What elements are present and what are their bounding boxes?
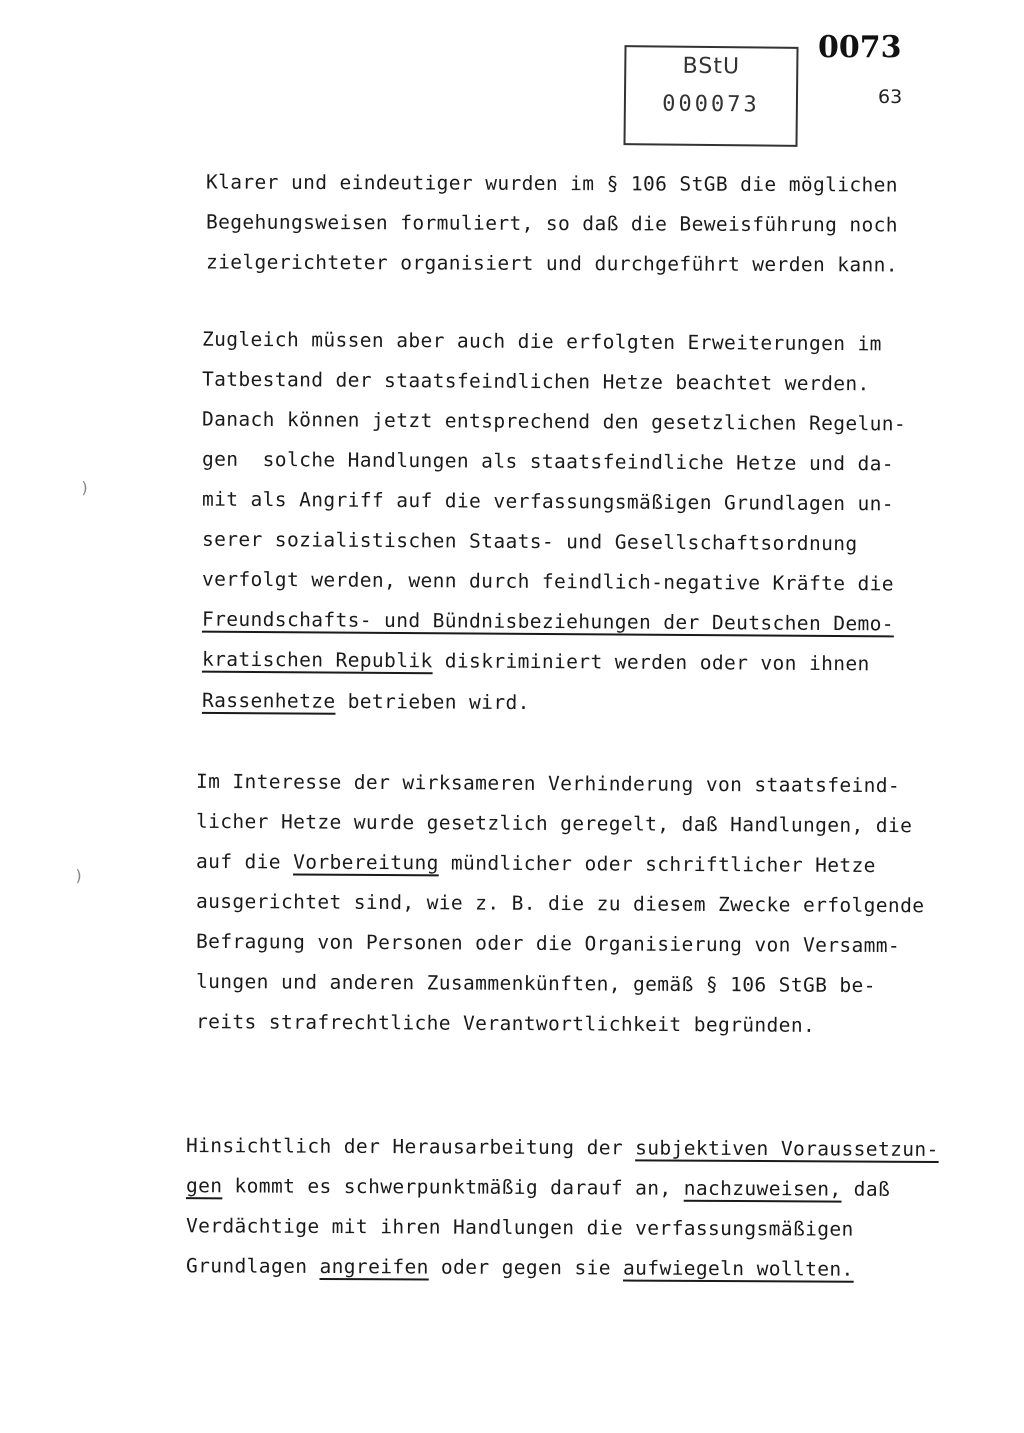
underlined-text: gen — [185, 1174, 223, 1198]
text-segment: diskriminiert werden oder von ihnen — [432, 649, 870, 676]
text-segment: Befragung von Personen oder die Organisierung von Versamm- — [195, 929, 901, 958]
text-segment: kommt es schwerpunktmäßig darauf an, — [222, 1174, 684, 1200]
text-line — [196, 1010, 815, 1037]
underlined-text: Freundschafts- und Bündnisbeziehungen der Deutschen Demo- — [201, 607, 895, 636]
text-line — [202, 408, 906, 436]
underlined-text: nachzuweisen, — [683, 1176, 842, 1201]
underlined-text: Vorbereitung — [293, 850, 439, 875]
text-line — [206, 250, 898, 276]
text-segment: zielgerichteter organisiert und durchgeführt werden kann. — [205, 250, 899, 277]
text-line — [196, 930, 900, 957]
underlined-text: aufwiegeln wollten. — [623, 1256, 854, 1281]
text-segment: gen solche Handlungen als staatsfeindliche Hetze und da- — [201, 447, 895, 476]
text-line — [186, 1254, 854, 1280]
text-line — [202, 448, 894, 476]
underlined-text: subjektiven Voraussetzun- — [635, 1136, 939, 1161]
text-segment: Tatbestand der staatsfeindlichen Hetze beachtet werden. — [201, 367, 870, 396]
underlined-text: kratischen Republik — [201, 647, 433, 673]
text-segment: oder gegen sie — [428, 1255, 624, 1280]
text-line — [202, 608, 894, 636]
text-line — [202, 689, 530, 714]
text-segment: reits strafrechtliche Verantwortlichkeit begründen. — [195, 1010, 816, 1037]
text-line — [196, 810, 912, 837]
text-segment: Verdächtige mit ihren Handlungen die verfassungsmäßigen — [185, 1214, 854, 1241]
archive-stamp — [623, 45, 798, 147]
folio-number: 0073 — [818, 30, 902, 65]
text-line — [196, 770, 900, 797]
underlined-text: Rassenhetze — [201, 688, 336, 713]
text-line — [202, 368, 870, 396]
text-line — [206, 170, 898, 196]
underlined-text: angreifen — [319, 1254, 429, 1279]
text-line — [202, 488, 894, 516]
stamp-number: 000073 — [662, 91, 760, 118]
text-line — [202, 328, 882, 356]
text-line — [196, 890, 925, 917]
text-line — [186, 1174, 890, 1201]
text-line — [206, 210, 898, 236]
text-line — [196, 970, 876, 997]
text-segment: Im Interesse der wirksameren Verhinderung von staatsfeind- — [195, 769, 901, 798]
text-line — [202, 568, 894, 596]
text-segment: Danach können jetzt entsprechend den gesetzlichen Regelun- — [201, 407, 907, 436]
text-segment: auf die — [195, 849, 294, 874]
text-segment: lungen und anderen Zusammenkünften, gemäß § 106 StGB be- — [195, 969, 876, 998]
text-segment: mit als Angriff auf die verfassungsmäßigen Grundlagen un- — [201, 487, 895, 516]
text-line — [196, 850, 876, 877]
text-line — [186, 1134, 939, 1161]
text-segment: Zugleich müssen aber auch die erfolgten Erweiterungen im — [201, 327, 882, 356]
text-segment: verfolgt werden, wenn durch feindlich-negative Kräfte die — [201, 567, 895, 596]
text-segment: ausgerichtet sind, wie z. B. die zu diesem Zwecke erfolgende — [195, 889, 925, 918]
text-segment: betrieben wird. — [335, 689, 530, 715]
text-line — [202, 528, 858, 556]
page-number: 63 — [878, 86, 903, 108]
text-segment: Hinsichtlich der Herausarbeitung der — [185, 1134, 636, 1160]
text-segment: Begehungsweisen formuliert, so daß die Beweisführung noch — [205, 210, 899, 237]
text-segment: serer sozialistischen Staats- und Gesellschaftsordnung — [201, 527, 858, 556]
margin-mark: ) — [74, 866, 84, 885]
text-segment: Grundlagen — [185, 1254, 320, 1278]
stamp-label: BStU — [682, 53, 741, 80]
text-segment: licher Hetze wurde gesetzlich geregelt, daß Handlungen, die — [195, 809, 913, 838]
margin-mark: ) — [80, 478, 90, 497]
text-line — [202, 648, 870, 676]
text-segment: daß — [841, 1177, 891, 1201]
text-line — [186, 1214, 854, 1240]
text-segment: mündlicher oder schriftlicher Hetze — [438, 851, 876, 878]
text-segment: Klarer und eindeutiger wurden im § 106 StGB die möglichen — [205, 170, 899, 197]
